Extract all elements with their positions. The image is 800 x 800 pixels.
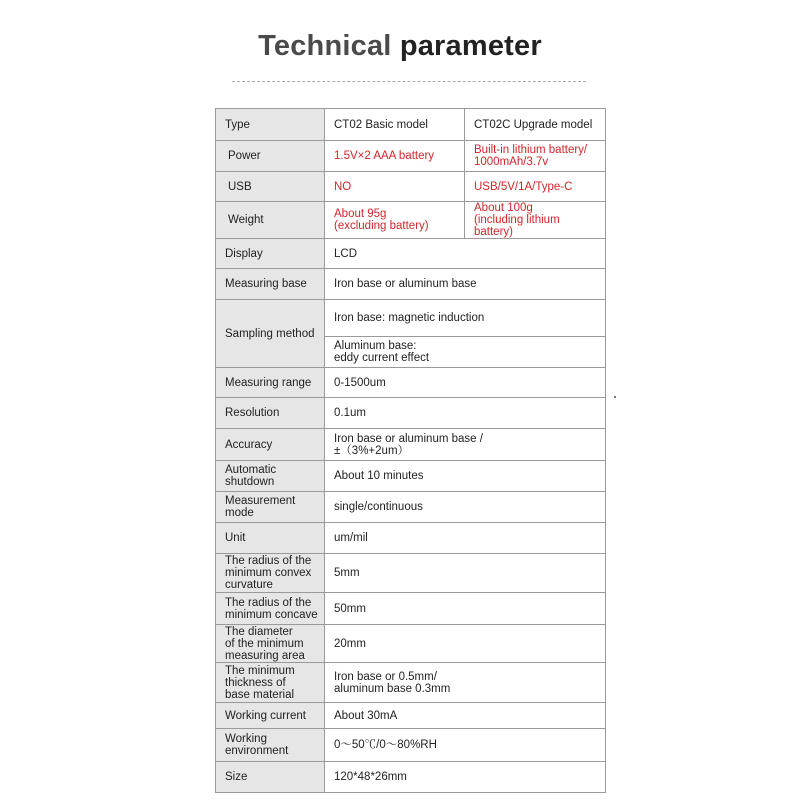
table-row <box>216 703 606 729</box>
row-label <box>216 523 325 554</box>
value-line: 1000mAh/3.7v <box>474 156 549 168</box>
value-line: (excluding battery) <box>334 220 429 232</box>
row-value <box>325 429 606 461</box>
table-row <box>216 269 606 300</box>
label-line: Accuracy <box>225 438 273 451</box>
label-line: Measuring base <box>225 278 307 290</box>
row-value <box>325 492 606 523</box>
value-line: Iron base or aluminum base / <box>334 432 483 445</box>
row-label <box>216 461 325 492</box>
table-header-row <box>216 109 606 141</box>
row-label <box>216 269 325 300</box>
row-value <box>325 593 606 625</box>
value-line: 0-1500um <box>334 376 386 389</box>
row-value <box>325 729 606 762</box>
row-value <box>325 398 606 429</box>
basic-model-value <box>325 202 465 239</box>
page-title <box>0 30 800 63</box>
row-value <box>325 368 606 398</box>
label-line: Automatic shutdown <box>225 464 277 488</box>
label-line: The radius of the <box>225 596 312 609</box>
value-line: single/continuous <box>334 501 423 513</box>
label-line: Display <box>225 247 263 260</box>
header-cell-basic-model: CT02 Basic model <box>325 109 465 141</box>
value-line: Iron base or aluminum base <box>334 278 477 290</box>
row-label <box>216 663 325 703</box>
label-line: Working <box>225 733 267 745</box>
label-line: measuring area <box>225 649 305 662</box>
table-row <box>216 461 606 492</box>
table-row <box>216 300 606 337</box>
label-line: base material <box>225 688 295 701</box>
stray-dot <box>614 396 616 398</box>
label-line: thickness of <box>225 676 286 689</box>
value-line: About 95g <box>334 208 387 220</box>
table-row <box>216 239 606 269</box>
label-line: Measuring range <box>225 376 312 389</box>
label-line: Working current <box>225 709 306 722</box>
value-line: aluminum base 0.3mm <box>334 682 451 695</box>
value-line: 50mm <box>334 602 366 615</box>
row-label <box>216 729 325 762</box>
table-row <box>216 172 606 202</box>
value-line: About 30mA <box>334 709 398 722</box>
upgrade-model-value <box>465 141 606 172</box>
table-row <box>216 398 606 429</box>
value-line: eddy current effect <box>334 352 430 364</box>
value-line: (including lithium battery) <box>474 214 560 238</box>
value-line: Aluminum base: <box>334 340 417 352</box>
table-row <box>216 368 606 398</box>
basic-model-value <box>325 141 465 172</box>
table-row <box>216 492 606 523</box>
value-line: Iron base or 0.5mm/ <box>334 670 437 683</box>
label-line: Sampling method <box>225 327 315 340</box>
label-line: minimum concave <box>225 608 318 621</box>
value-line: Iron base: magnetic induction <box>334 312 485 324</box>
row-label <box>216 762 325 793</box>
row-value <box>325 663 606 703</box>
table-row <box>216 663 606 703</box>
row-label <box>216 239 325 269</box>
label-line: Measurement mode <box>225 495 296 519</box>
title-divider <box>232 81 586 82</box>
table-row <box>216 593 606 625</box>
value-line: 1.5V×2 AAA battery <box>334 150 435 162</box>
label-line: environment <box>225 745 289 757</box>
value-line: About 10 minutes <box>334 470 424 482</box>
row-value <box>325 300 606 337</box>
upgrade-model-value <box>465 202 606 239</box>
row-value <box>325 461 606 492</box>
row-label <box>216 398 325 429</box>
table-row <box>216 429 606 461</box>
row-label: USB <box>216 172 325 202</box>
label-line: curvature <box>225 579 273 591</box>
table-row <box>216 729 606 762</box>
value-line: 5mm <box>334 567 360 579</box>
row-label <box>216 703 325 729</box>
value-line: Built-in lithium battery/ <box>474 144 588 156</box>
table-row <box>216 554 606 593</box>
row-value <box>325 625 606 663</box>
spec-table <box>215 108 606 793</box>
title-word-parameter: parameter <box>399 30 542 62</box>
value-line: ±（3%+2um） <box>334 444 410 457</box>
upgrade-model-value <box>465 172 606 202</box>
label-line: The radius of the <box>225 555 312 567</box>
row-label <box>216 492 325 523</box>
table-row <box>216 625 606 663</box>
row-value <box>325 523 606 554</box>
value-line: NO <box>334 180 352 193</box>
value-line: USB/5V/1A/Type-C <box>474 180 573 193</box>
value-line: LCD <box>334 247 358 260</box>
row-value <box>325 239 606 269</box>
row-label: Weight <box>216 202 325 239</box>
row-value <box>325 554 606 593</box>
value-line: 20mm <box>334 637 366 650</box>
row-label <box>216 368 325 398</box>
value-line: 0.1um <box>334 407 366 419</box>
label-line: minimum convex <box>225 567 312 579</box>
value-line: 120*48*26mm <box>334 771 407 783</box>
header-cell-upgrade-model: CT02C Upgrade model <box>465 109 606 141</box>
label-line: The minimum <box>225 664 295 677</box>
title-word-technical: Technical <box>258 30 392 62</box>
row-value <box>325 337 606 368</box>
row-label: Power <box>216 141 325 172</box>
label-line: of the minimum <box>225 637 304 650</box>
row-label <box>216 429 325 461</box>
row-label <box>216 300 325 368</box>
header-cell-type: Type <box>216 109 325 141</box>
row-label <box>216 593 325 625</box>
value-line: 0～50℃/0～80%RH <box>334 739 437 751</box>
table-row <box>216 762 606 793</box>
row-value <box>325 703 606 729</box>
value-line: About 100g <box>474 202 533 214</box>
label-line: Unit <box>225 532 246 544</box>
table-row <box>216 141 606 172</box>
row-value <box>325 762 606 793</box>
row-label <box>216 625 325 663</box>
value-line: um/mil <box>334 532 368 544</box>
table-row <box>216 202 606 239</box>
label-line: Resolution <box>225 407 280 419</box>
row-value <box>325 269 606 300</box>
row-label <box>216 554 325 593</box>
label-line: The diameter <box>225 625 293 638</box>
basic-model-value <box>325 172 465 202</box>
label-line: Size <box>225 771 248 783</box>
table-row <box>216 523 606 554</box>
